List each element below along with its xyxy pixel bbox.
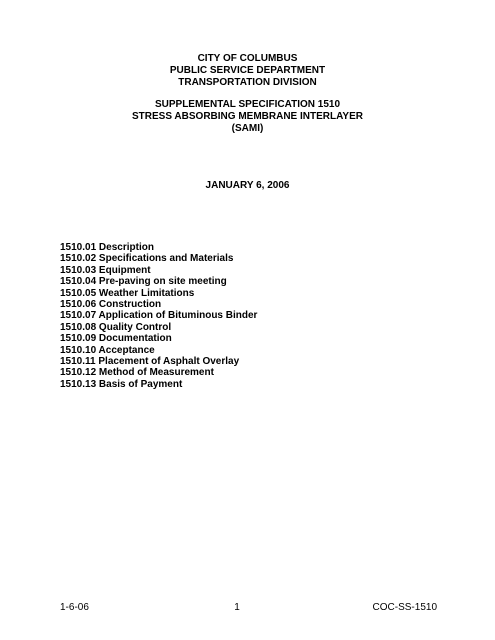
- toc-item: 1510.04 Pre-paving on site meeting: [60, 276, 227, 288]
- document-date: [0, 180, 495, 192]
- page-footer: [0, 602, 495, 614]
- toc-item: 1510.01 Description: [60, 242, 154, 253]
- toc-item: 1510.13 Basis of Payment: [60, 378, 183, 390]
- specification-title: [0, 99, 495, 135]
- date-text: JANUARY 6, 2006: [205, 180, 290, 191]
- toc-item: 1510.08 Quality Control: [60, 321, 172, 333]
- org-line-city: CITY OF COLUMBUS: [197, 53, 298, 64]
- toc-item: 1510.05 Weather Limitations: [60, 287, 195, 299]
- table-of-contents: [60, 242, 257, 390]
- toc-item: 1510.10 Acceptance: [60, 344, 155, 356]
- toc-item: 1510.09 Documentation: [60, 333, 172, 345]
- org-line-division: TRANSPORTATION DIVISION: [178, 77, 317, 88]
- spec-line-name: STRESS ABSORBING MEMBRANE INTERLAYER: [132, 111, 363, 122]
- toc-item: 1510.03 Equipment: [60, 264, 151, 276]
- spec-line-number: SUPPLEMENTAL SPECIFICATION 1510: [154, 99, 341, 110]
- footer-date: 1-6-06: [60, 602, 89, 613]
- spec-line-abbrev: (SAMI): [231, 123, 264, 134]
- toc-item: 1510.07 Application of Bituminous Binder: [60, 310, 258, 322]
- toc-item: 1510.06 Construction: [60, 299, 162, 311]
- organization-header: [0, 53, 495, 89]
- toc-item: 1510.02 Specifications and Materials: [60, 253, 234, 265]
- toc-item: 1510.11 Placement of Asphalt Overlay: [60, 356, 240, 368]
- document-code: COC-SS-1510: [372, 602, 437, 613]
- toc-item: 1510.12 Method of Measurement: [60, 367, 214, 379]
- page-number: 1: [234, 602, 240, 613]
- org-line-department: PUBLIC SERVICE DEPARTMENT: [169, 65, 326, 76]
